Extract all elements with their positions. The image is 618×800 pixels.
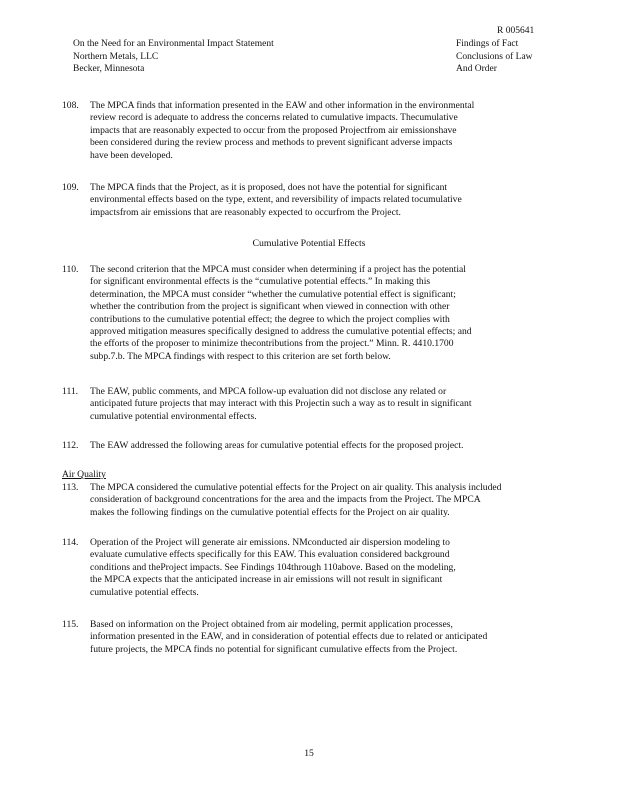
header-right <box>456 38 533 76</box>
finding-text <box>90 100 592 162</box>
text-line: cumulative potential environmental effects. <box>90 410 257 422</box>
text-line: The MPCA finds that information presented in the EAW and other information in the environmental <box>90 100 475 111</box>
text-line: have been developed. <box>90 149 173 161</box>
header-left-line: On the Need for an Environmental Impact Statement <box>73 39 274 49</box>
text-line: approved mitigation measures specifically designed to address the cumulative potential effects; and <box>90 326 472 338</box>
text-line: review record is adequate to address the concerns related to cumulative impacts. Thecumulative <box>90 112 458 124</box>
text-line: whether the contribution from the project is significant when viewed in connection with other <box>90 301 450 313</box>
text-line: for significant environmental effects is the “cumulative potential effects.” In making this <box>90 276 431 288</box>
finding-text <box>90 619 592 656</box>
section-title: Cumulative Potential Effects <box>252 238 366 249</box>
finding-number: 109. <box>62 182 79 193</box>
header-right-line: And Order <box>456 64 497 74</box>
text-line: anticipated future projects that may interact with this Projectin such a way as to result in significant <box>90 398 472 410</box>
finding-111 <box>62 386 592 423</box>
finding-112 <box>62 440 592 452</box>
text-line: determination, the MPCA must consider “whether the cumulative potential effect is significant; <box>90 288 456 300</box>
text-line: conditions and theProject impacts. See Findings 104through 110above. Based on the modeling, <box>90 561 456 573</box>
text-line: future projects, the MPCA finds no potential for significant cumulative effects from the Project. <box>90 643 458 655</box>
text-line: environmental effects based on the type, extent, and reversibility of impacts related tocumulative <box>90 194 462 206</box>
text-line: The MPCA finds that the Project, as it is proposed, does not have the potential for significant <box>90 182 448 193</box>
finding-113 <box>62 482 592 519</box>
finding-text <box>90 482 592 519</box>
finding-number: 115. <box>62 619 79 630</box>
text-line: The second criterion that the MPCA must consider when determining if a project has the potential <box>90 264 466 275</box>
text-line: The EAW addressed the following areas for cumulative potential effects for the proposed project. <box>90 440 464 451</box>
text-line: the efforts of the proposer to minimize thecontributions from the project.” Minn. R. 4410.1700 <box>90 338 454 350</box>
text-line: information presented in the EAW, and in consideration of potential effects due to related or anticipated <box>90 631 488 643</box>
finding-text <box>90 264 592 363</box>
finding-number: 110. <box>62 264 79 275</box>
subheading-air-quality: Air Quality <box>62 469 106 480</box>
finding-108 <box>62 100 592 162</box>
header-right-line: Conclusions of Law <box>456 51 533 62</box>
finding-text <box>90 386 592 423</box>
finding-number: 112. <box>62 440 79 451</box>
text-line: evaluate cumulative effects specifically for this EAW. This evaluation considered background <box>90 549 450 561</box>
finding-number: 108. <box>62 100 79 111</box>
finding-text <box>90 440 592 452</box>
header-left <box>73 38 274 76</box>
header-left-line: Northern Metals, LLC <box>73 51 159 62</box>
text-line: impacts that are reasonably expected to occur from the proposed Projectfrom air emissionshave <box>90 124 457 136</box>
document-number: R 005641 <box>497 26 535 36</box>
text-line: the MPCA expects that the anticipated increase in air emissions will not result in significant <box>90 574 443 586</box>
text-line: Based on information on the Project obtained from air modeling, permit application processes, <box>90 619 453 630</box>
text-line: The EAW, public comments, and MPCA follow-up evaluation did not disclose any related or <box>90 386 447 397</box>
finding-110 <box>62 264 592 363</box>
finding-number: 114. <box>62 537 79 548</box>
finding-text <box>90 182 592 219</box>
text-line: The MPCA considered the cumulative potential effects for the Project on air quality. This analysis included <box>90 482 502 493</box>
text-line: impactsfrom air emissions that are reasonably expected to occurfrom the Project. <box>90 206 401 218</box>
page-number: 15 <box>304 748 314 759</box>
finding-number: 113. <box>62 482 79 493</box>
finding-number: 111. <box>62 386 79 397</box>
finding-text <box>90 537 592 599</box>
text-line: cumulative potential effects. <box>90 586 199 598</box>
finding-114 <box>62 537 592 599</box>
finding-115 <box>62 619 592 656</box>
text-line: contributions to the cumulative potential effect; the degree to which the project complies with <box>90 313 450 325</box>
header-right-line: Findings of Fact <box>456 39 519 49</box>
text-line: Operation of the Project will generate air emissions. NMconducted air dispersion modeling to <box>90 537 450 548</box>
text-line: consideration of background concentrations for the area and the impacts from the Project. The MPCA <box>90 494 481 506</box>
header-left-line: Becker, Minnesota <box>73 64 145 74</box>
text-line: been considered during the review process and methods to prevent significant adverse impacts <box>90 137 453 149</box>
finding-109 <box>62 182 592 219</box>
text-line: subp.7.b. The MPCA findings with respect to this criterion are set forth below. <box>90 350 391 362</box>
text-line: makes the following findings on the cumulative potential effects for the Project on air quality. <box>90 506 450 518</box>
